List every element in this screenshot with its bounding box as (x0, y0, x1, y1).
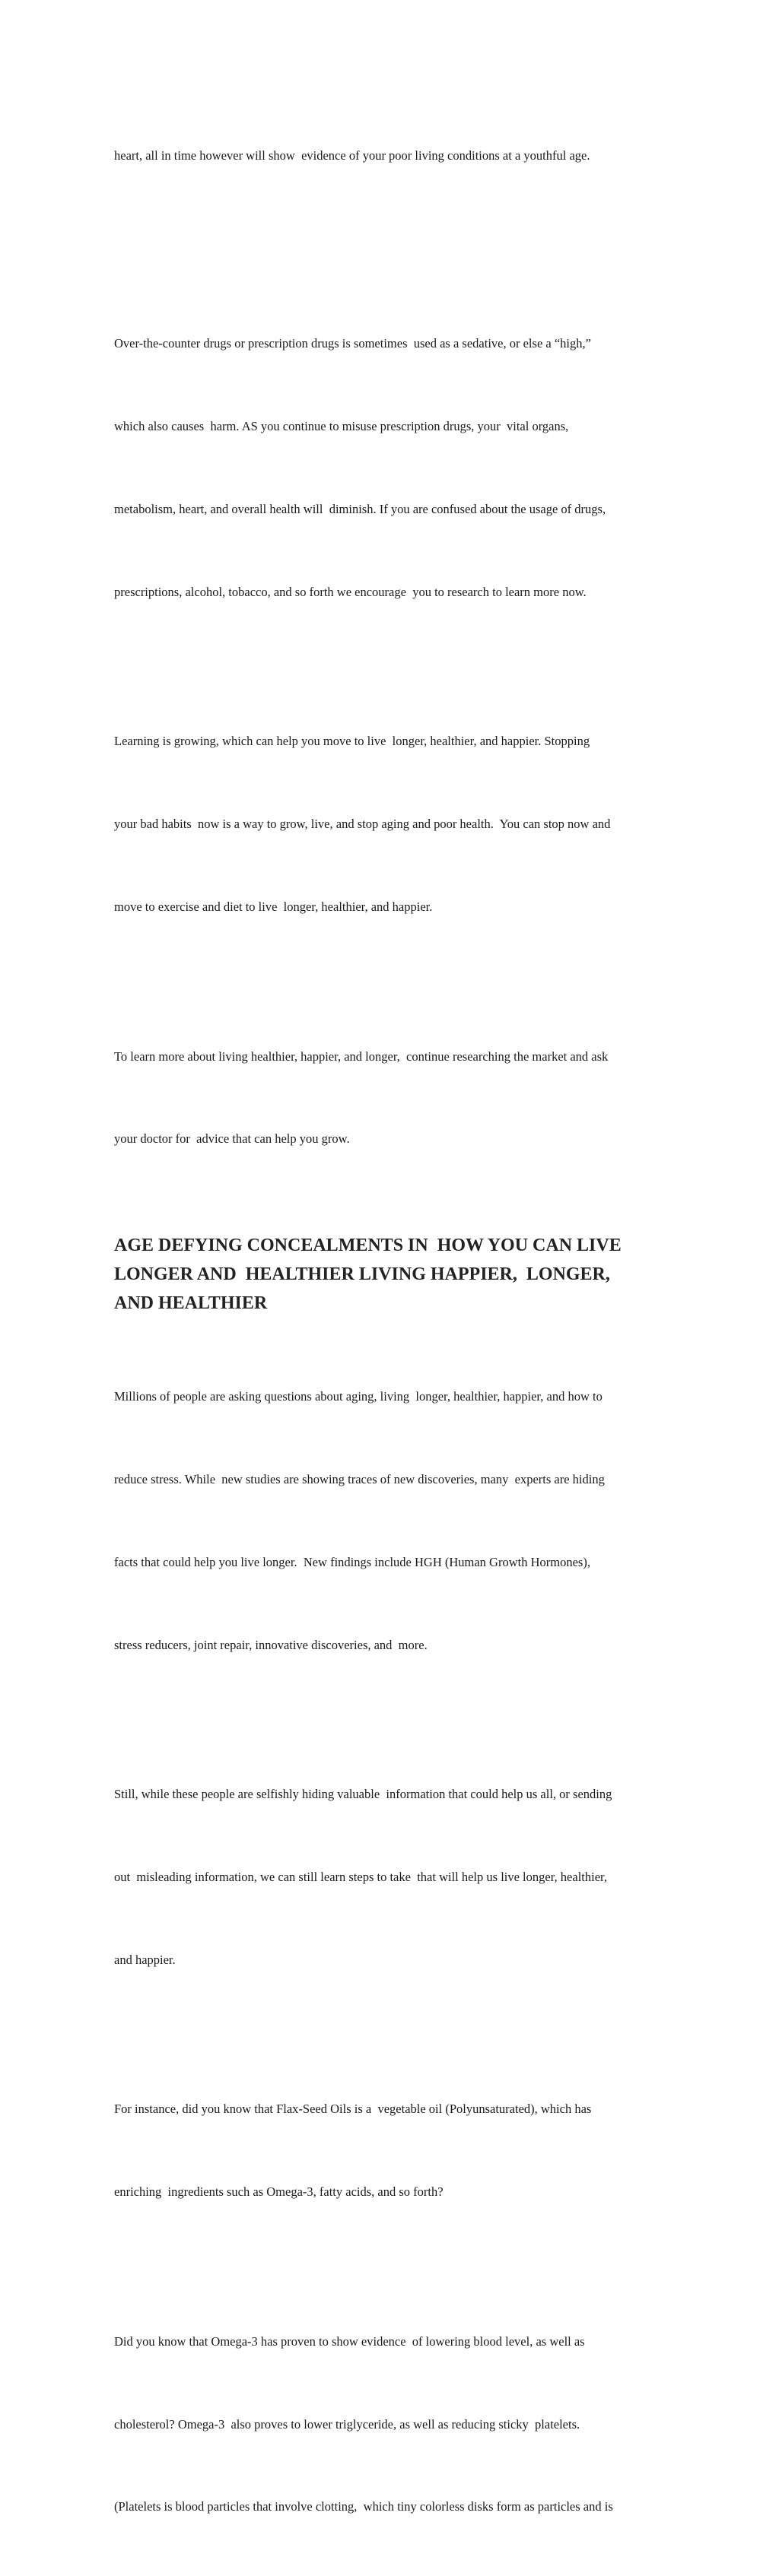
text-line: Over-the-counter drugs or prescription drugs is sometimes used as a sedative, or else a “high,” (114, 336, 591, 351)
text-line: Millions of people are asking questions about aging, living longer, healthier, happier, and how to (114, 1388, 603, 1404)
text-line: (Platelets is blood particles that involve clotting, which tiny colorless disks form as particles and is (114, 2499, 613, 2514)
paragraph-drugs (114, 274, 677, 661)
paragraph-millions (114, 1328, 677, 1714)
text-line: metabolism, heart, and overall health will diminish. If you are confused about the usage of drugs, (114, 501, 606, 516)
text-line: Learning is growing, which can help you move to live longer, healthier, and happier. Stopping (114, 734, 590, 749)
heading-line: AGE DEFYING CONCEALMENTS IN HOW YOU CAN LIVE (114, 1236, 622, 1256)
text-line: enriching ingredients such as Omega-3, fatty acids, and so forth? (114, 2184, 444, 2200)
spacer (114, 1318, 677, 1328)
text-line: To learn more about living healthier, happier, and longer, continue researching the market and ask (114, 1048, 609, 1064)
spacer (114, 2029, 677, 2041)
text-line: your doctor for advice that can help you grow. (114, 1131, 350, 1147)
section-heading (114, 1231, 677, 1318)
text-line: your bad habits now is a way to grow, live, and stop aging and poor health. You can stop now and (114, 817, 611, 832)
paragraph-learn-more (114, 988, 677, 1208)
spacer (114, 224, 677, 274)
text-line: out misleading information, we can still learn steps to take that will help us live longer, healthier, (114, 1869, 607, 1884)
document-page (114, 87, 677, 2576)
paragraph-omega-3 (114, 2273, 677, 2576)
heading-line: LONGER AND HEALTHIER LIVING HAPPIER, LONGER, (114, 1264, 610, 1285)
text-line: which also causes harm. AS you continue to misuse prescription drugs, your vital organs, (114, 418, 569, 433)
spacer (114, 976, 677, 988)
text-line: cholesterol? Omega-3 also proves to lower triglyceride, as well as reducing sticky platelets. (114, 2416, 580, 2432)
text-line: and happier. (114, 1952, 176, 1967)
paragraph-flax-seed (114, 2041, 677, 2261)
spacer (114, 661, 677, 673)
text-line: For instance, did you know that Flax-Seed Oils is a vegetable oil (Polyunsaturated), which has (114, 2102, 592, 2117)
paragraph-intro-fragment (114, 87, 677, 224)
heading-line: AND HEALTHIER (114, 1293, 268, 1314)
text-line: Still, while these people are selfishly hiding valuable information that could help us all, or sending (114, 1787, 612, 1802)
text-line: stress reducers, joint repair, innovative discoveries, and more. (114, 1637, 428, 1652)
text-line: facts that could help you live longer. New findings include HGH (Human Growth Hormones), (114, 1554, 590, 1569)
text-line: reduce stress. While new studies are showing traces of new discoveries, many experts are hiding (114, 1471, 605, 1486)
spacer (114, 1208, 677, 1231)
spacer (114, 1714, 677, 1725)
paragraph-learning (114, 673, 677, 976)
paragraph-still (114, 1725, 677, 2029)
text-line: Did you know that Omega-3 has proven to show evidence of lowering blood level, as well as (114, 2333, 585, 2349)
text-line: prescriptions, alcohol, tobacco, and so forth we encourage you to research to learn more now. (114, 584, 587, 599)
text-line: heart, all in time however will show evidence of your poor living conditions at a youthful age. (114, 148, 590, 163)
text-line: move to exercise and diet to live longer, healthier, and happier. (114, 899, 433, 915)
spacer (114, 2261, 677, 2273)
